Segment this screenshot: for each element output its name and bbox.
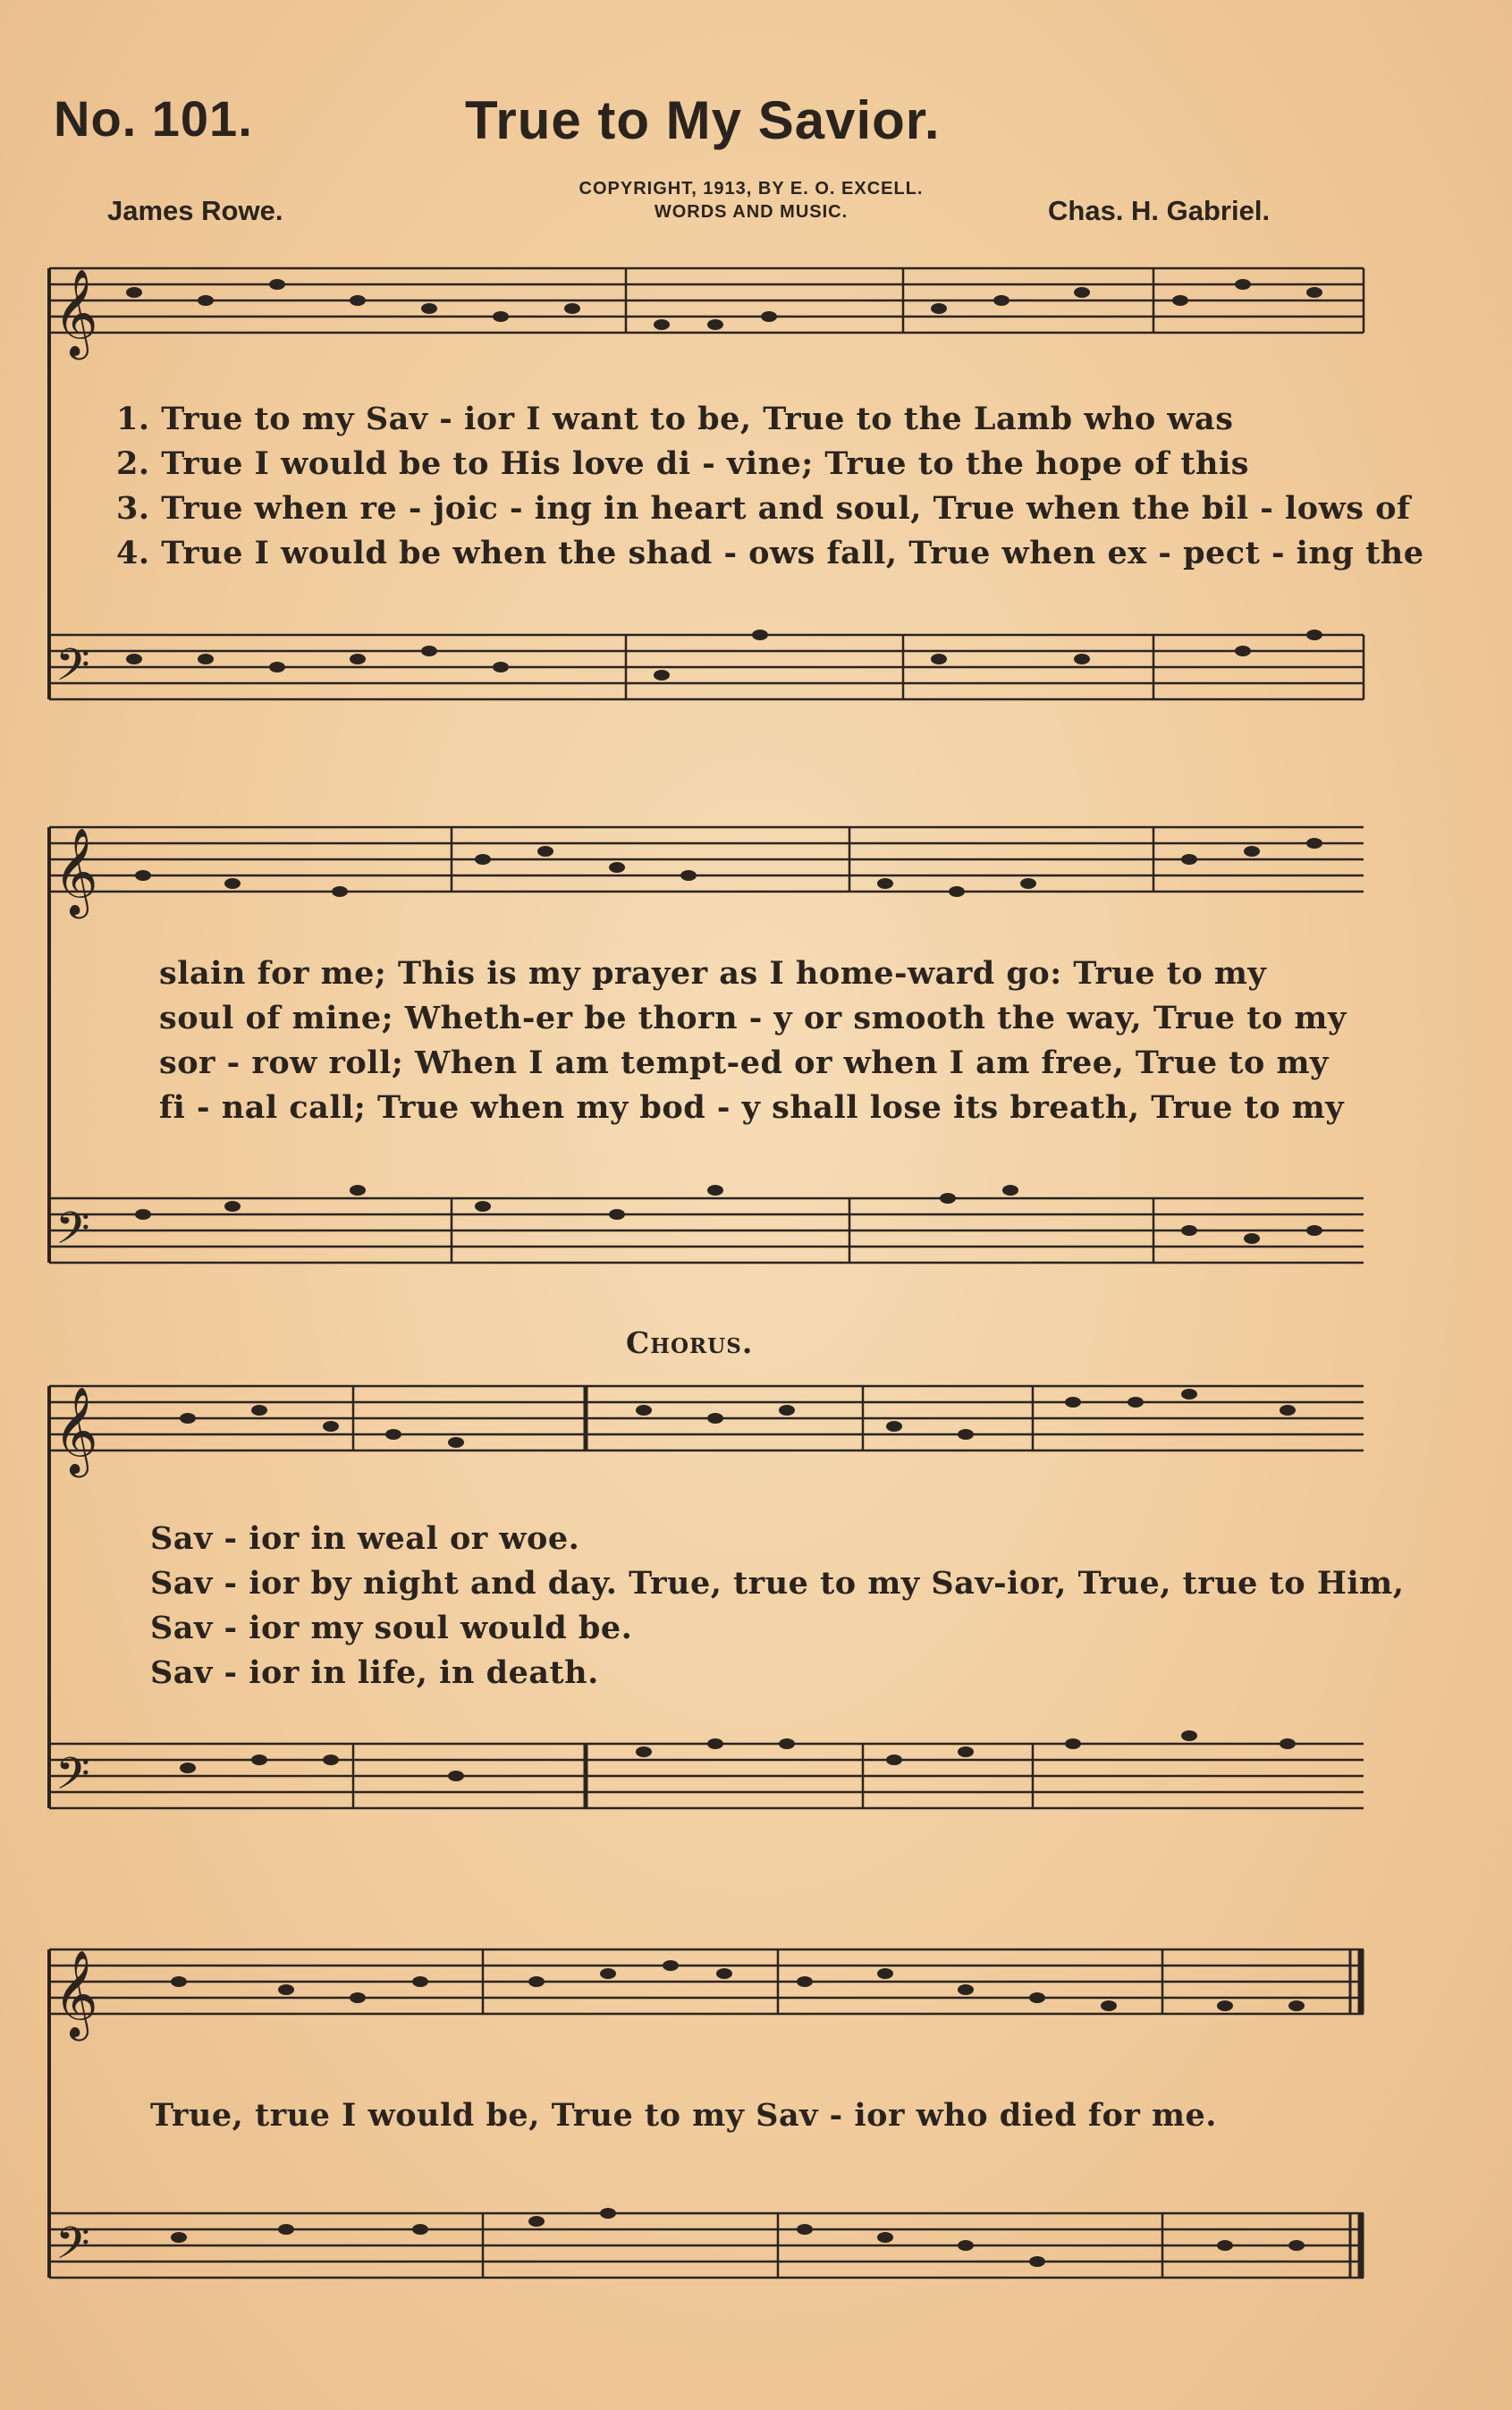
treble-clef-icon: 𝄞 xyxy=(54,268,98,356)
bass-clef-icon: 𝄢 xyxy=(55,1748,90,1811)
verse-line-2: Sav - ior by night and day. True, true to my Sav-ior, True, true to Him, xyxy=(150,1565,1405,1602)
verse-line-3: Sav - ior my soul would be. xyxy=(150,1610,633,1646)
bass-clef-icon: 𝄢 xyxy=(55,1203,90,1265)
verse-line-2: soul of mine; Wheth-er be thorn - y or smooth the way, True to my xyxy=(159,1000,1347,1036)
treble-clef-icon: 𝄞 xyxy=(54,1386,98,1474)
treble-clef-icon: 𝄞 xyxy=(54,827,98,915)
staff-treble-3 xyxy=(49,1386,1364,1450)
staff-bass-1 xyxy=(49,635,1364,699)
verse-line-4: fi - nal call; True when my bod - y shall lose its breath, True to my xyxy=(159,1089,1345,1126)
composer-name: Chas. H. Gabriel. xyxy=(1048,195,1271,226)
verse-line-1: Sav - ior in weal or woe. xyxy=(150,1520,580,1557)
hymn-number: No. 101. xyxy=(54,90,253,147)
chorus-line: True, true I would be, True to my Sav - ior who died for me. xyxy=(150,2097,1217,2134)
verse-line-4: 4. True I would be when the shad - ows fall, True when ex - pect - ing the xyxy=(116,535,1424,571)
verse-line-3: 3. True when re - joic - ing in heart and soul, True when the bil - lows of xyxy=(116,490,1411,527)
copyright-line-1: COPYRIGHT, 1913, BY E. O. EXCELL. xyxy=(579,179,924,199)
verse-line-1: slain for me; This is my prayer as I home-ward go: True to my xyxy=(159,955,1267,992)
staff-treble-1 xyxy=(49,268,1364,333)
treble-clef-icon: 𝄞 xyxy=(54,1949,98,2037)
verse-line-4: Sav - ior in life, in death. xyxy=(150,1654,599,1691)
staff-bass-4 xyxy=(49,2213,1364,2278)
verse-line-1: 1. True to my Sav - ior I want to be, True to the Lamb who was xyxy=(116,401,1234,437)
staff-bass-2 xyxy=(49,1198,1364,1263)
bass-clef-icon: 𝄢 xyxy=(55,639,90,702)
hymn-title: True to My Savior. xyxy=(465,90,941,150)
verse-line-3: sor - row roll; When I am tempt-ed or when I am free, True to my xyxy=(159,1044,1329,1081)
chorus-label: Chorus. xyxy=(626,1325,754,1360)
staff-bass-3 xyxy=(49,1744,1364,1808)
lyricist-name: James Rowe. xyxy=(107,195,283,226)
staff-treble-2 xyxy=(49,827,1364,892)
copyright-line-2: WORDS AND MUSIC. xyxy=(654,202,849,222)
bass-clef-icon: 𝄢 xyxy=(55,2218,90,2280)
note-heads xyxy=(126,279,1322,2267)
staff-treble-4 xyxy=(49,1949,1364,2014)
verse-line-2: 2. True I would be to His love di - vine; True to the hope of this xyxy=(116,445,1249,482)
